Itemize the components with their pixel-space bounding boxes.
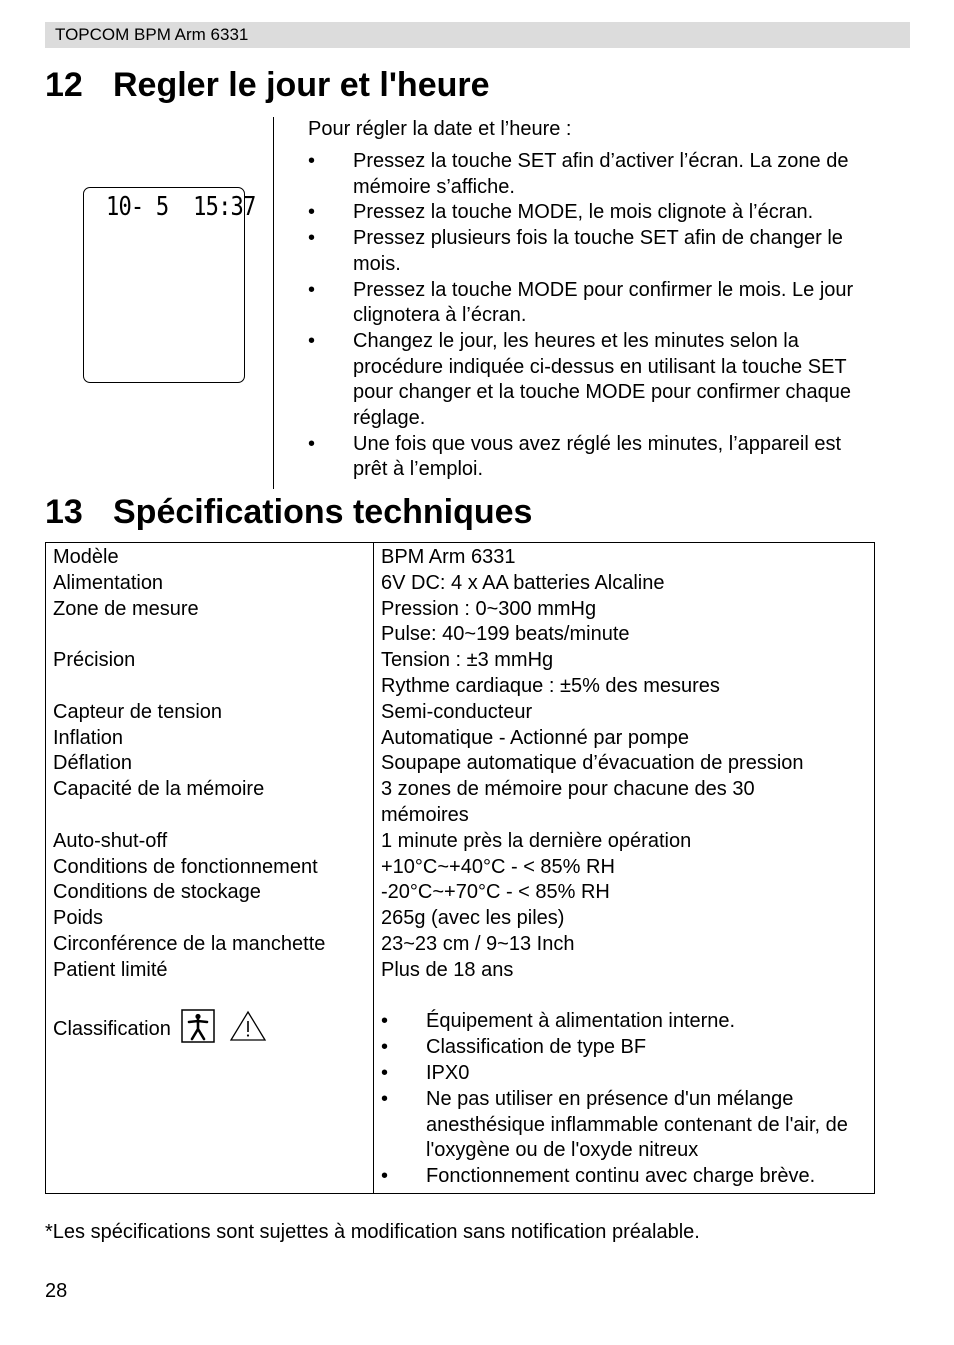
header-bar xyxy=(45,22,910,48)
spec-value: Automatique - Actionné par pompe xyxy=(381,726,689,749)
warning-triangle-icon xyxy=(229,1010,267,1050)
specifications-table xyxy=(45,542,875,1194)
section-12-number: 12 xyxy=(45,66,83,104)
vertical-divider xyxy=(273,117,274,489)
spec-value: 265g (avec les piles) xyxy=(381,907,565,930)
spec-values-cell xyxy=(374,543,875,1194)
spec-label: Conditions de stockage xyxy=(53,881,261,904)
section-12-heading xyxy=(45,66,490,105)
spec-value: Semi-conducteur xyxy=(381,700,533,723)
spec-label: Modèle xyxy=(53,546,119,568)
spec-label: Auto-shut-off xyxy=(53,829,168,852)
setup-step: • Une fois que vous avez réglé les minutes, l’appareil est prêt à l’emploi. xyxy=(308,432,878,483)
classification-label: Classification xyxy=(53,1018,171,1041)
spec-value: 6V DC: 4 x AA batteries Alcaline xyxy=(381,571,665,594)
spec-label: Capacité de la mémoire xyxy=(53,778,265,801)
lcd-display-illustration xyxy=(83,187,256,383)
spec-label: Poids xyxy=(53,907,104,930)
spec-label-spacer xyxy=(53,803,366,829)
setup-step: • Changez le jour, les heures et les minutes selon la procédure indiquée ci-dessus en utilisant la touche SET pour changer et la touche MODE pour confirmer chaque réglage. xyxy=(308,329,878,432)
spec-value: 23~23 cm / 9~13 Inch xyxy=(381,932,575,955)
spec-label: Patient limité xyxy=(53,958,168,981)
spec-value: Tension : ±3 mmHg xyxy=(381,649,554,672)
header-title: TOPCOM BPM Arm 6331 xyxy=(55,25,249,44)
spec-value: Soupape automatique d’évacuation de pression xyxy=(381,752,804,775)
spec-value: Plus de 18 ans xyxy=(381,958,514,981)
setup-step: • Pressez la touche SET afin d’activer l’écran. La zone de mémoire s’affiche. xyxy=(308,149,878,200)
spec-value: Rythme cardiaque : ±5% des mesures xyxy=(381,674,720,697)
spec-value: -20°C~+70°C - < 85% RH xyxy=(381,881,610,904)
spec-value: 3 zones de mémoire pour chacune des 30 xyxy=(381,778,755,801)
spec-label: Déflation xyxy=(53,752,132,775)
spec-label-spacer xyxy=(53,622,366,648)
section-13-heading xyxy=(45,493,532,532)
spec-label: Inflation xyxy=(53,726,124,749)
table-row xyxy=(46,543,875,1194)
footnote: *Les spécifications sont sujettes à modification sans notification préalable. xyxy=(45,1221,700,1243)
classification-item: • Équipement à alimentation interne. xyxy=(381,1009,867,1035)
spec-value: 1 minute près la dernière opération xyxy=(381,829,692,852)
setup-step: • Pressez plusieurs fois la touche SET afin de changer le mois. xyxy=(308,226,878,277)
classification-list xyxy=(381,1009,867,1190)
spec-labels-cell xyxy=(46,543,374,1194)
spec-value: +10°C~+40°C - < 85% RH xyxy=(381,855,615,878)
spec-label: Zone de mesure xyxy=(53,597,199,620)
classification-item: • IPX0 xyxy=(381,1061,867,1087)
spec-value: Pulse: 40~199 beats/minute xyxy=(381,623,630,646)
spec-value: mémoires xyxy=(381,803,469,826)
spec-value: BPM Arm 6331 xyxy=(381,546,516,568)
classification-row xyxy=(53,1009,366,1051)
setup-steps-list xyxy=(308,149,878,483)
bf-body-icon xyxy=(181,1009,215,1051)
spec-label: Capteur de tension xyxy=(53,700,223,723)
spec-label: Alimentation xyxy=(53,571,164,594)
classification-item: • Classification de type BF xyxy=(381,1035,867,1061)
section-13-title: Spécifications techniques xyxy=(113,493,533,531)
classification-item: • Ne pas utiliser en présence d'un mélange anesthésique inflammable contenant de l'air, de l'oxygène ou de l'oxyde nitreux xyxy=(381,1087,867,1164)
lcd-readout: 10- 5 15:37 xyxy=(106,192,256,222)
section-12-title: Regler le jour et l'heure xyxy=(113,66,490,104)
setup-intro: Pour régler la date et l’heure : xyxy=(308,118,572,140)
setup-step: • Pressez la touche MODE, le mois clignote à l’écran. xyxy=(308,200,878,226)
spec-label: Précision xyxy=(53,649,136,672)
spec-label: Conditions de fonctionnement xyxy=(53,855,318,878)
spec-label-spacer xyxy=(53,674,366,700)
section-13-number: 13 xyxy=(45,493,83,531)
spec-value-spacer xyxy=(381,984,867,1010)
classification-item: • Fonctionnement continu avec charge brève. xyxy=(381,1164,867,1190)
spec-label: Circonférence de la manchette xyxy=(53,932,326,955)
page-number: 28 xyxy=(45,1280,68,1302)
spec-value: Pression : 0~300 mmHg xyxy=(381,597,597,620)
setup-step: • Pressez la touche MODE pour confirmer le mois. Le jour clignotera à l’écran. xyxy=(308,278,878,329)
spec-label-spacer xyxy=(53,984,366,1010)
